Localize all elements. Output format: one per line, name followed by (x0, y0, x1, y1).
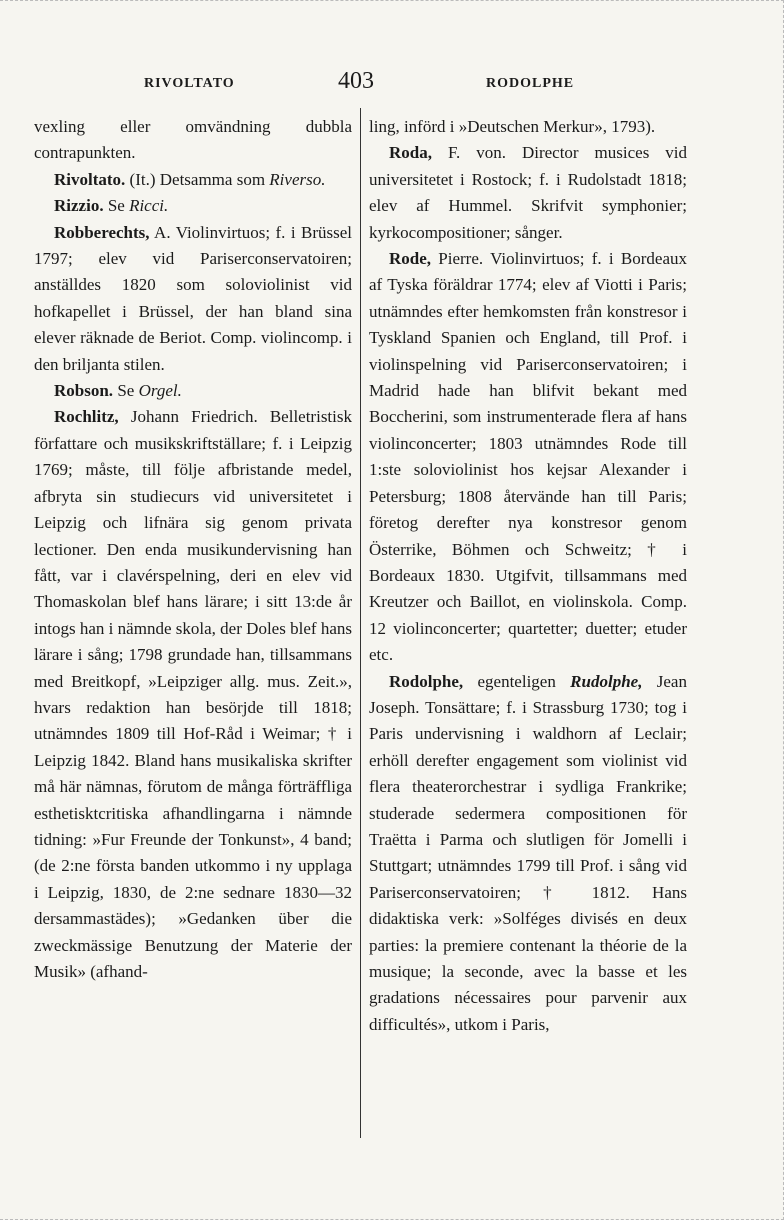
header-right-catchword: RODOLPHE (486, 76, 575, 91)
entry-text: vexling eller omvändning dubbla contrapunkten. (34, 117, 352, 163)
continued-text (369, 114, 687, 140)
entry-headword: Roda, (389, 143, 432, 163)
entry-text: Se (103, 196, 130, 216)
continued-text (34, 114, 352, 167)
entry-headword: Robberechts, (54, 222, 150, 242)
entry-text: Jean Joseph. Tonsättare; f. i Strassburg 1730; tog i Paris undervisning i waldhorn af Leclair; erhöll derefter engagement som violinist vid flera theaterorchestrar i sydliga Frankrike; studerade sedermera compositionen för Traëtta i Parma och slutligen för Jomelli i Stuttgart; utnämndes 1799 till Prof. i sång vid Pariserconservatoiren; † 1812. Hans didaktiska verk: »Solféges divisés en deux parties: la premiere contenant la théorie de la musique; la seconde, avec la basse et les gradations nécessaires pour parvenir aux difficultés», utkom i Paris, (369, 671, 687, 1034)
entry-headword: Rodolphe, (389, 671, 464, 691)
emphasis-text: Orgel. (138, 381, 182, 401)
emphasis-text: Riverso. (269, 169, 326, 189)
dictionary-entry (34, 220, 352, 378)
running-head (30, 68, 730, 98)
entry-text: Johann Friedrich. Belletristisk författare och musikskriftställare; f. i Leipzig 1769; måste, till följe afbristande medel, afbryta sin studiecurs vid universitetet i Leipzig och lifnära sig genom privata lectioner. Den enda musikundervisning han fått, var i clavérspelning, deri en elev vid Thomaskolan blef hans lärare; i sitt 13:de år intogs han i nämnde skola, der Doles blef hans lärare i sång; 1798 grundade han, tillsammans med Breitkopf, »Leipziger allg. mus. Zeit.», hvars redaktion han besörjde till 1818; utnämndes 1809 till Hof-Råd i Weimar; † i Leipzig 1842. Bland hans musikaliska skrifter må här nämnas, förutom de många förträffliga esthetisktcritiska afhandlingarna i nämnde tidning: »Fur Freunde der Tonkunst», 4 band; (de 2:ne första banden utkommo i ny upplaga i Leipzig, 1830, de 2:ne sednare 1830—32 dersammastädes); »Gedanken über die zweckmässige Benutzung der Materie der Musik» (afhand- (34, 407, 352, 981)
left-column (34, 114, 352, 985)
entry-text: A. Violinvirtuos; f. i Brüssel 1797; elev vid Pariserconservatoiren; anställdes 1820 som soloviolinist vid hofkapellet i Brüssel, der han bland sina elever räknade de Beriot. Comp. violincomp. i den briljanta stilen. (34, 222, 352, 374)
emphasis-text: Ricci. (129, 196, 169, 216)
entry-text: Se (113, 381, 139, 401)
dictionary-entry (34, 167, 352, 193)
right-column (369, 114, 687, 1038)
header-left-catchword: RIVOLTATO (144, 76, 235, 91)
entry-text: (It.) Detsamma som (125, 169, 270, 189)
entry-headword: Rizzio. (54, 196, 104, 216)
dictionary-entry (369, 246, 687, 669)
dictionary-entry (34, 378, 352, 404)
entry-headword: Robson. (54, 381, 114, 401)
dictionary-entry (369, 669, 687, 1039)
entry-headword: Rivoltato. (54, 169, 126, 189)
entry-text: F. von. Director musices vid universitetet i Rostock; f. i Rudolstadt 1818; elev af Hummel. Skrifvit symphonier; kyrkocompositioner; sånger. (369, 143, 687, 242)
page-number: 403 (338, 68, 374, 94)
dictionary-entry (34, 404, 352, 985)
entry-headword: Rode, (389, 249, 432, 269)
emphasis-text: Rudolphe, (570, 671, 643, 691)
column-divider (360, 108, 361, 1138)
entry-text: ling, införd i »Deutschen Merkur», 1793). (369, 117, 656, 136)
dictionary-entry (369, 140, 687, 246)
dictionary-entry (34, 193, 352, 219)
entry-text: Pierre. Violinvirtuos; f. i Bordeaux af Tyska föräldrar 1774; elev af Viotti i Paris; utnämndes efter hemkomsten från konstresor i Tyskland Spanien och England, till Prof. i violinspelning vid Pariserconservatoiren; i Madrid hade han blifvit bekant med Boccherini, som instrumenterade flera af hans violinconcerter; 1803 utnämndes Rode till 1:ste soloviolinist hos kejsar Alexander i Petersburg; 1808 återvände han till Paris; företog derefter nya konstresor genom Österrike, Böhmen och Schweitz; † i Bordeaux 1830. Utgifvit, tillsammans med Kreutzer och Baillot, en violinskola. Comp. 12 violinconcerter; quartetter; duetter; etuder etc. (369, 249, 687, 665)
entry-text: egenteligen (463, 671, 571, 691)
entry-headword: Rochlitz, (54, 407, 119, 427)
